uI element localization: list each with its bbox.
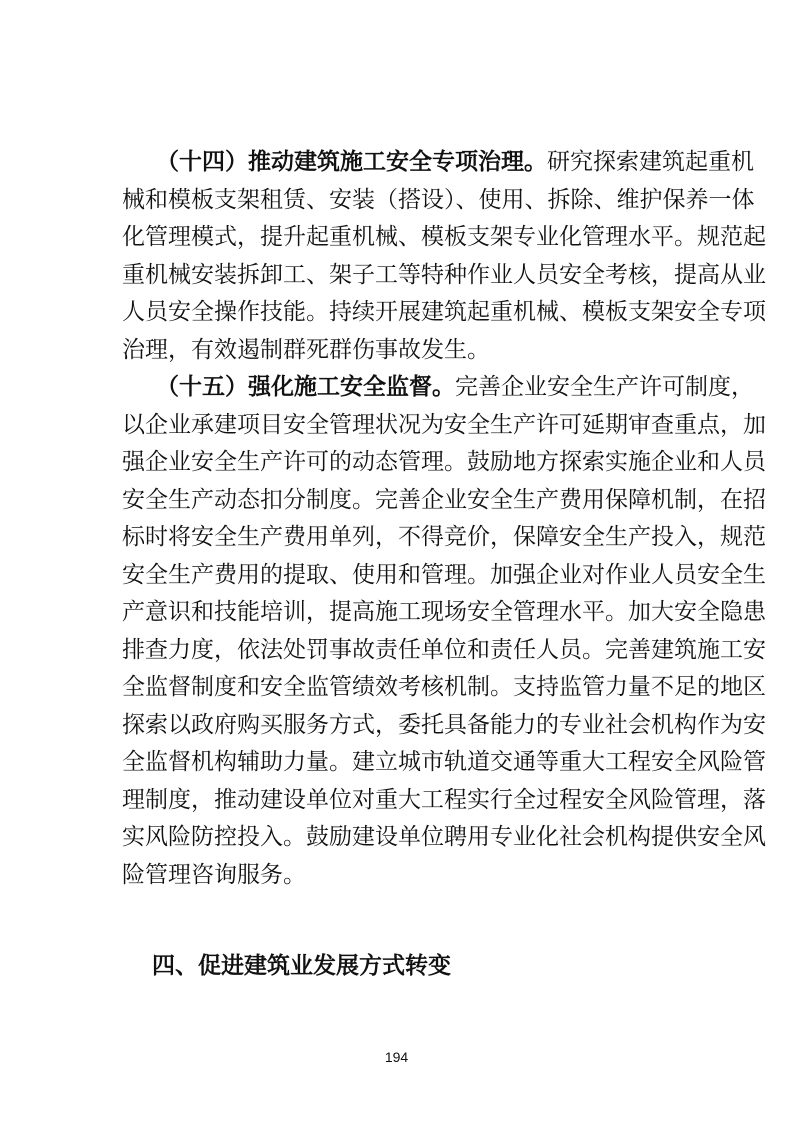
section-15-line-11: 全监督机构辅助力量。建立城市轨道交通等重大工程安全风险管 bbox=[122, 749, 766, 775]
section-15-line-6: 安全生产费用的提取、使用和管理。加强企业对作业人员安全生 bbox=[122, 562, 766, 588]
section-15-text: 完善企业安全生产许可制度， bbox=[455, 374, 754, 400]
section-15-line-8: 排查力度，依法处罚事故责任单位和责任人员。完善建筑施工安 bbox=[122, 637, 766, 663]
section-14-text: 研究探索建筑起重机 bbox=[547, 149, 754, 175]
page-number: 194 bbox=[384, 1049, 409, 1065]
section-14-line-6: 治理，有效遏制群死群伤事故发生。 bbox=[122, 337, 490, 363]
section-15-line-12: 理制度，推动建设单位对重大工程实行全过程安全风险管理，落 bbox=[122, 787, 766, 813]
section-15-line-7: 产意识和技能培训，提高施工现场安全管理水平。加大安全隐患 bbox=[122, 599, 766, 625]
section-15-line-10: 探索以政府购买服务方式，委托具备能力的专业社会机构作为安 bbox=[122, 712, 766, 738]
section-14-title: （十四）推动建筑施工安全专项治理。 bbox=[156, 149, 547, 175]
section-15-title: （十五）强化施工安全监督。 bbox=[156, 374, 455, 400]
section-14-line-5: 人员安全操作技能。持续开展建筑起重机械、模板支架安全专项 bbox=[122, 299, 766, 325]
section-15-line-13: 实风险防控投入。鼓励建设单位聘用专业化社会机构提供安全风 bbox=[122, 824, 766, 850]
section-14-line-3: 化管理模式，提升起重机械、模板支架专业化管理水平。规范起 bbox=[122, 224, 766, 250]
section-15-line-1 bbox=[156, 371, 754, 403]
section-15-line-14: 险管理咨询服务。 bbox=[122, 862, 306, 888]
section-15-line-3: 强企业安全生产许可的动态管理。鼓励地方探索实施企业和人员 bbox=[122, 449, 766, 475]
section-15-line-5: 标时将安全生产费用单列，不得竞价，保障安全生产投入，规范 bbox=[122, 524, 766, 550]
section-heading: 四、促进建筑业发展方式转变 bbox=[152, 953, 451, 979]
section-15-line-9: 全监督制度和安全监管绩效考核机制。支持监管力量不足的地区 bbox=[122, 674, 766, 700]
section-15-line-4: 安全生产动态扣分制度。完善企业安全生产费用保障机制，在招 bbox=[122, 487, 766, 513]
section-14-line-4: 重机械安装拆卸工、架子工等特种作业人员安全考核，提高从业 bbox=[122, 262, 766, 288]
section-14-line-1 bbox=[156, 146, 754, 178]
section-15-line-2: 以企业承建项目安全管理状况为安全生产许可延期审查重点，加 bbox=[122, 412, 766, 438]
section-14-line-2: 械和模板支架租赁、安装（搭设）、使用、拆除、维护保养一体 bbox=[122, 187, 755, 213]
